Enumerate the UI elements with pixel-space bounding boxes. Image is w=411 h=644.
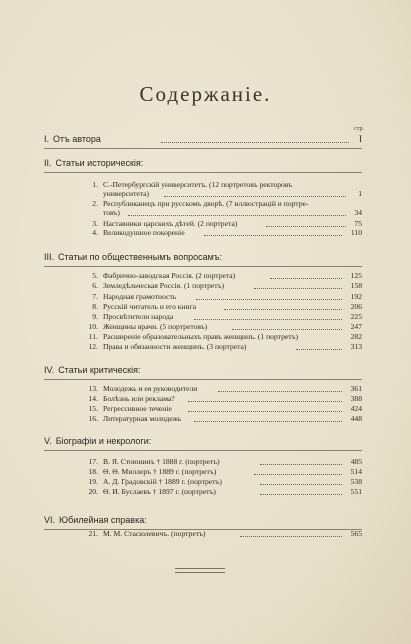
entry-page: 1 [358, 189, 362, 198]
entry-number: 18. [88, 467, 98, 476]
toc-entry[interactable] [84, 271, 362, 281]
entry-page: 75 [354, 219, 362, 228]
entry-title: Ѳ. И. Буслаевъ † 1897 г. (портретъ) [103, 487, 216, 496]
dot-leader [161, 142, 349, 143]
toc-entry[interactable] [84, 467, 362, 477]
dot-leader [266, 226, 346, 227]
toc-entry[interactable] [84, 292, 362, 302]
dot-leader [260, 484, 342, 485]
entry-number: 16. [88, 414, 98, 423]
entry-number: 7. [92, 292, 98, 301]
toc-entry[interactable] [84, 477, 362, 487]
entry-page: 361 [350, 384, 362, 393]
entry-number: 17. [88, 457, 98, 466]
entry-title: Регрессивное теченiе [103, 404, 172, 413]
entry-title: Фабрично-заводская Россiя. (2 портрета) [103, 271, 236, 280]
entry-title: Права и обязанности женщинъ. (3 портрета) [103, 342, 247, 351]
entry-title: Просвѣтители народа [103, 312, 174, 321]
dot-leader [188, 401, 342, 402]
end-ornament [175, 568, 225, 573]
entry-title: Ѳ. Ѳ. Миллеръ † 1889 г. (портретъ) [103, 467, 217, 476]
dot-leader [254, 474, 342, 475]
section-6-heading [44, 515, 147, 525]
dot-leader [194, 319, 342, 320]
entry-number: 13. [88, 384, 98, 393]
section-number: I. [44, 134, 50, 144]
entry-title: Молодежь и ея руководители [103, 384, 198, 393]
entry-title: Земледѣльческая Россiя. (1 портретъ) [103, 281, 225, 290]
section-number: III. [44, 252, 55, 262]
dot-leader [260, 494, 342, 495]
toc-entry[interactable] [84, 457, 362, 467]
section-number: II. [44, 158, 52, 168]
dot-leader [188, 411, 342, 412]
entry-number: 1. [92, 180, 98, 189]
dot-leader [270, 278, 342, 279]
section-1-heading [44, 134, 362, 144]
entry-page: 125 [350, 271, 362, 280]
entry-page: 192 [350, 292, 362, 301]
entry-number: 9. [92, 312, 98, 321]
entry-number: 15. [88, 404, 98, 413]
dot-leader [164, 196, 346, 197]
entry-number: 12. [88, 342, 98, 351]
entry-number: 21. [88, 529, 98, 538]
dot-leader [296, 349, 342, 350]
entry-title: Болѣзнь или реклама? [103, 394, 175, 403]
entry-page: 514 [350, 467, 362, 476]
entry-page: 485 [350, 457, 362, 466]
entry-page: 282 [350, 332, 362, 341]
section-rule [44, 148, 362, 149]
entry-number: 10. [88, 322, 98, 331]
section-title: Бiографiи и некрологи: [55, 436, 152, 446]
entry-title: В. Я. Стоюнинъ † 1888 г. (портретъ) [103, 457, 220, 466]
section-rule [44, 450, 362, 451]
page-title: Содержанiе. [139, 82, 272, 106]
section-title: Статьи критическiя: [58, 365, 141, 375]
toc-entry[interactable] [84, 199, 362, 219]
entry-title-cont: товъ) [103, 208, 120, 217]
dot-leader [204, 235, 342, 236]
entry-number: 8. [92, 302, 98, 311]
entry-number: 20. [88, 487, 98, 496]
entry-page: 158 [350, 281, 362, 290]
section-title: Статьи историческiя: [55, 158, 144, 168]
dot-leader [194, 421, 342, 422]
section-4-heading [44, 365, 140, 375]
entry-title: Наставники царскихъ дѣтей. (2 портрета) [103, 219, 238, 228]
toc-entry[interactable] [84, 322, 362, 332]
entry-number: 3. [92, 219, 98, 228]
toc-entry[interactable] [84, 342, 362, 352]
entry-number: 5. [92, 271, 98, 280]
toc-entry[interactable] [84, 414, 362, 424]
section-rule [44, 172, 362, 173]
section-3-heading [44, 252, 222, 262]
entry-page: 448 [350, 414, 362, 423]
entry-title: Расширенiе образовательныхъ правъ женщинъ. (1 портретъ) [103, 332, 299, 341]
entry-page: 424 [350, 404, 362, 413]
dot-leader [254, 288, 342, 289]
section-rule [44, 379, 362, 380]
toc-entry[interactable] [84, 529, 362, 539]
entry-number: 4. [92, 228, 98, 237]
entry-number: 6. [92, 281, 98, 290]
toc-entry[interactable] [84, 332, 362, 342]
dot-leader [218, 391, 342, 392]
section-number: V. [44, 436, 52, 446]
entry-title: М. М. Стасюлевичъ. (портретъ) [103, 529, 206, 538]
toc-entry[interactable] [84, 180, 362, 200]
entry-title: А. Д. Градовскiй † 1889 г. (портретъ) [103, 477, 222, 486]
toc-entry[interactable] [84, 228, 362, 238]
dot-leader [232, 329, 342, 330]
entry-number: 19. [88, 477, 98, 486]
dot-leader [128, 215, 346, 216]
entry-page: 388 [350, 394, 362, 403]
section-number: IV. [44, 365, 55, 375]
entry-title: Республиканецъ при русскомъ дворѣ. (7 иллюстрацiй и портре- [103, 199, 309, 208]
entry-title: Русскiй читатель и его книга [103, 302, 197, 311]
dot-leader [196, 299, 342, 300]
section-title: Отъ автора [53, 134, 101, 144]
entry-title: Литературная молодежь [103, 414, 182, 423]
entry-title: С.-Петербургскiй университетъ. (12 портретовъ ректоровъ [103, 180, 293, 189]
entry-page: 565 [350, 529, 362, 538]
section-rule [44, 266, 362, 267]
toc-entry[interactable] [84, 281, 362, 291]
entry-title: Великодушное покоренiе [103, 228, 185, 237]
entry-page: 551 [350, 487, 362, 496]
entry-page: 313 [350, 342, 362, 351]
section-title: Юбилейная справка: [59, 515, 147, 525]
toc-entry[interactable] [84, 394, 362, 404]
dot-leader [224, 309, 342, 310]
section-5-heading [44, 436, 151, 446]
toc-entry[interactable] [84, 312, 362, 322]
page-column-label: стр. [354, 126, 364, 132]
toc-entry[interactable] [84, 384, 362, 394]
entry-number: 2. [92, 199, 98, 208]
entry-title: Народная грамотность [103, 292, 177, 301]
entry-title-cont: университета) [103, 189, 150, 198]
entry-title: Женщины врачи. (5 портретовъ) [103, 322, 208, 331]
section-title: Статьи по общественнымъ вопросамъ: [58, 252, 222, 262]
toc-entry[interactable] [84, 404, 362, 414]
dot-leader [240, 536, 342, 537]
entry-page: 538 [350, 477, 362, 486]
entry-number: 11. [88, 332, 98, 341]
entry-page: 247 [350, 322, 362, 331]
toc-entry[interactable] [84, 487, 362, 497]
entry-page: 34 [354, 208, 362, 217]
dot-leader [260, 464, 342, 465]
section-number: VI. [44, 515, 56, 525]
entry-page: 225 [350, 312, 362, 321]
section-2-heading [44, 158, 143, 168]
section-page: I [359, 134, 362, 144]
toc-entry[interactable] [84, 302, 362, 312]
entry-page: 110 [350, 228, 362, 237]
entry-page: 206 [350, 302, 362, 311]
entry-number: 14. [88, 394, 98, 403]
